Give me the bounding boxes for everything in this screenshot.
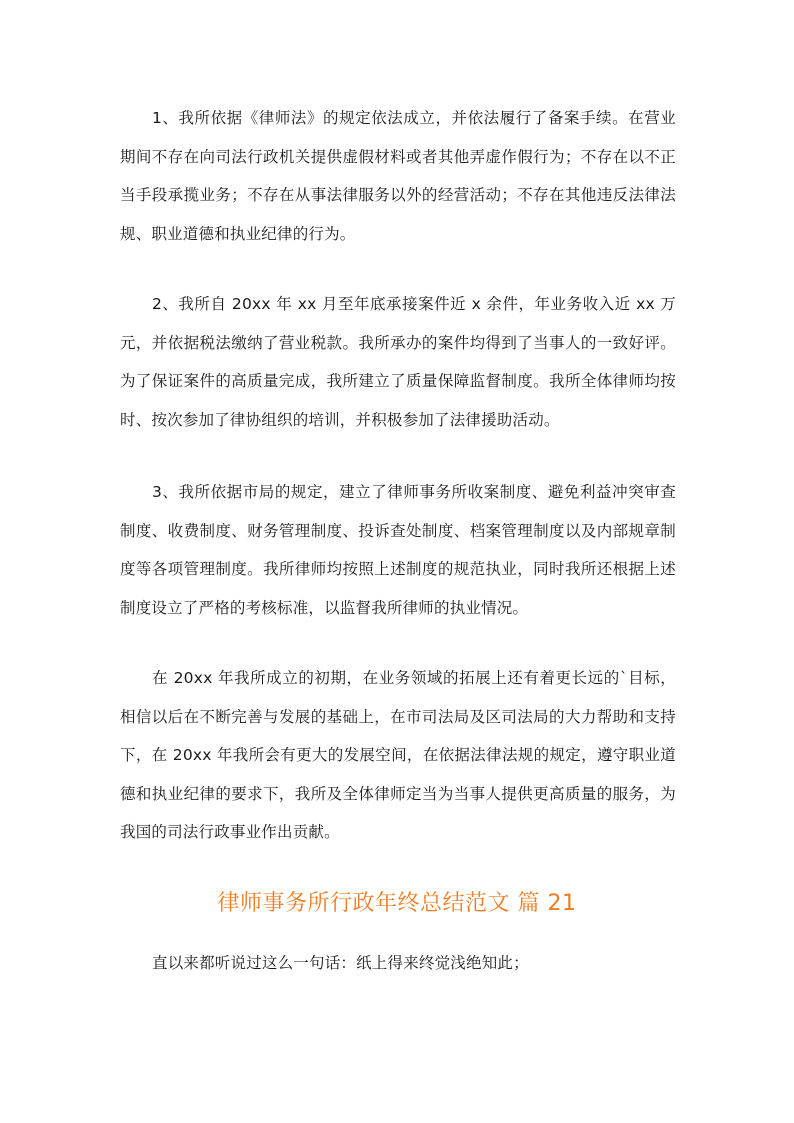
paragraph-2: 2、我所自 20xx 年 xx 月至年底承接案件近 x 余件，年业务收入近 xx 万元，并依据税法缴纳了营业税款。我所承办的案件均得到了当事人的一致好评。为了保证案件的高质量完成，我所建立了质量保障监督制度。我所全体律师均按时、按次参加了律协组织的培训，并积极参加了法律援助活动。	[120, 295, 676, 429]
paragraph-1: 1、我所依据《律师法》的规定依法成立，并依法履行了备案手续。在营业期间不存在向司法行政机关提供虚假材料或者其他弄虚作假行为；不存在以不正当手段承揽业务；不存在从事法律服务以外的经营活动；不存在其他违反法律法规、职业道德和执业纪律的行为。	[120, 109, 676, 243]
paragraph-4: 在 20xx 年我所成立的初期，在业务领域的拓展上还有着更长远的`目标，相信以后在不断完善与发展的基础上，在市司法局及区司法局的大力帮助和支持下，在 20xx 年我所会有更大的发展空间，在依据法律法规的规定，遵守职业道德和执业纪律的要求下，我所及全体律师定当为当事人提供更高质量的服务，为我国的司法行政事业作出贡献。	[120, 669, 676, 841]
paragraph-5: 直以来都听说过这么一句话：纸上得来终觉浅绝知此；	[152, 954, 529, 972]
section-heading: 律师事务所行政年终总结范文 篇 21	[217, 891, 577, 916]
paragraph-3: 3、我所依据市局的规定，建立了律师事务所收案制度、避免利益冲突审查制度、收费制度、财务管理制度、投诉查处制度、档案管理制度以及内部规章制度等各项管理制度。我所律师均按照上述制度的规范执业，同时我所还根据上述制度设立了严格的考核标准，以监督我所律师的执业情况。	[120, 483, 676, 617]
